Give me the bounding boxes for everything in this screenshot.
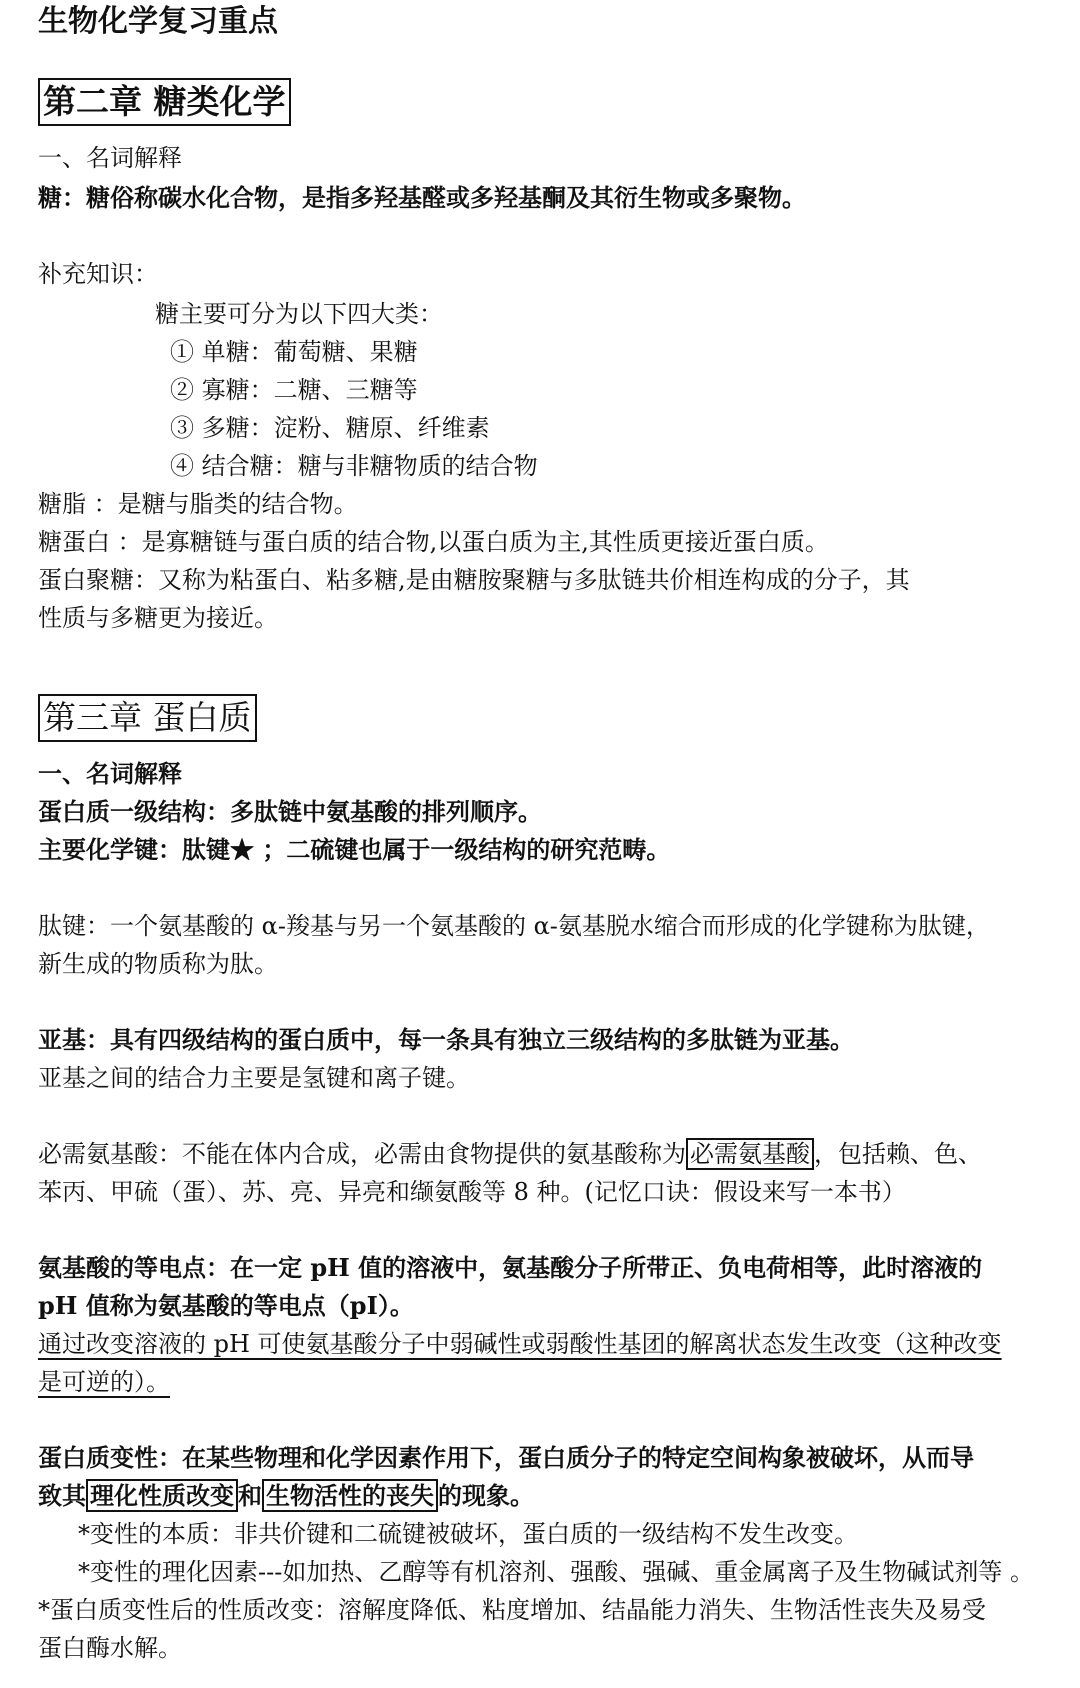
main-bond-note: 主要化学键：肽键★ ；二硫键也属于一级结构的研究范畴。	[38, 835, 671, 864]
definition-isoelectric-point: 氨基酸的等电点：在一定 pH 值的溶液中，氨基酸分子所带正、负电荷相等，此时溶液的	[38, 1253, 983, 1282]
subunit-note: 亚基之间的结合力主要是氢键和离子键。	[38, 1064, 470, 1092]
definition-proteoglycan: 蛋白聚糖：又称为粘蛋白、粘多糖,是由糖胺聚糖与多肽链共价相连构成的分子，其	[38, 566, 910, 594]
boxed-term: 生物活性的丧失	[262, 1479, 438, 1512]
chapter-heading-2: 第二章 糖类化学	[38, 78, 291, 126]
definition-peptide-bond: 肽键：一个氨基酸的 α-羧基与另一个氨基酸的 α-氨基脱水缩合而形成的化学键称为肽键，	[38, 912, 990, 940]
definition-denaturation-cont: 致其 理化性质改变 和 生物活性的丧失 的现象。	[38, 1481, 534, 1510]
definition-peptide-bond-cont: 新生成的物质称为肽。	[38, 950, 278, 978]
isoelectric-note: 通过改变溶液的 pH 可使氨基酸分子中弱碱性或弱酸性基团的解离状态发生改变（这种改变	[38, 1330, 1002, 1358]
page-title: 生物化学复习重点	[38, 4, 278, 39]
definition-essential-amino-acid-cont: 苯丙、甲硫（蛋）、苏、亮、异亮和缬氨酸等 8 种。(记忆口诀：假设来写一本书）	[38, 1178, 906, 1206]
boxed-term: 理化性质改变	[86, 1479, 238, 1512]
denaturation-property-change: *蛋白质变性后的性质改变：溶解度降低、粘度增加、结晶能力消失、生物活性丧失及易受	[38, 1596, 986, 1624]
denaturation-essence: *变性的本质：非共价键和二硫键被破坏，蛋白质的一级结构不发生改变。	[78, 1520, 858, 1548]
denaturation-property-change-cont: 蛋白酶水解。	[38, 1634, 182, 1662]
list-item: ③ 多糖：淀粉、糖原、纤维素	[170, 414, 490, 442]
definition-primary-structure: 蛋白质一级结构：多肽链中氨基酸的排列顺序。	[38, 797, 542, 826]
boxed-term: 必需氨基酸	[686, 1138, 814, 1170]
section-heading: 一、名词解释	[38, 144, 182, 172]
list-item: ① 单糖：葡萄糖、果糖	[170, 338, 418, 366]
denaturation-factors: *变性的理化因素---如加热、乙醇等有机溶剂、强酸、强碱、重金属离子及生物碱试剂等 。	[78, 1558, 1034, 1586]
definition-sugar: 糖：糖俗称碳水化合物，是指多羟基醛或多羟基酮及其衍生物或多聚物。	[38, 183, 806, 212]
supplement-label: 补充知识：	[38, 260, 158, 288]
definition-subunit: 亚基：具有四级结构的蛋白质中，每一条具有独立三级结构的多肽链为亚基。	[38, 1025, 854, 1054]
list-item: ② 寡糖：二糖、三糖等	[170, 376, 418, 404]
definition-glycoprotein: 糖蛋白 ：是寡糖链与蛋白质的结合物,以蛋白质为主,其性质更接近蛋白质。	[38, 528, 829, 556]
supplement-intro: 糖主要可分为以下四大类：	[155, 300, 443, 328]
isoelectric-note-cont: 是可逆的）。	[38, 1368, 170, 1396]
definition-proteoglycan-cont: 性质与多糖更为接近。	[38, 604, 278, 632]
section-heading: 一、名词解释	[38, 759, 182, 788]
definition-denaturation: 蛋白质变性：在某些物理和化学因素作用下，蛋白质分子的特定空间构象被破坏，从而导	[38, 1443, 974, 1472]
definition-glycolipid: 糖脂 ：是糖与脂类的结合物。	[38, 490, 358, 518]
definition-isoelectric-point-cont: pH 值称为氨基酸的等电点（pI）。	[38, 1291, 414, 1320]
definition-essential-amino-acid: 必需氨基酸：不能在体内合成，必需由食物提供的氨基酸称为 必需氨基酸 ，包括赖、色、	[38, 1140, 982, 1168]
chapter-heading-3: 第三章 蛋白质	[38, 694, 257, 742]
list-item: ④ 结合糖：糖与非糖物质的结合物	[170, 452, 538, 480]
